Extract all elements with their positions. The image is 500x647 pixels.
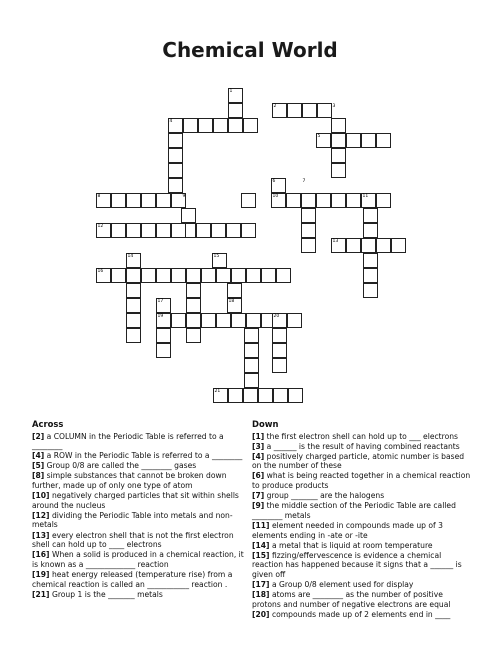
clue-number-label: [18] [252,590,270,600]
across-clue [32,451,246,461]
clue-number-label: [20] [252,609,270,619]
crossword-cell[interactable] [331,163,346,178]
crossword-cell[interactable] [272,328,287,343]
crossword-cell[interactable] [216,268,231,283]
crossword-cell[interactable] [261,268,276,283]
crossword-cell[interactable] [286,193,301,208]
clue-text: a metal that is liquid at room temperature [271,540,433,550]
clue-text: compounds made up of 2 elements end in ____ [271,609,451,619]
down-clue [252,471,474,490]
crossword-cell[interactable] [141,268,156,283]
clue-text: a ROW in the Periodic Table is referred to a ________ [46,451,243,461]
across-clue [32,471,246,490]
clue-number-label: [21] [32,589,50,599]
clue-number-label: [3] [252,441,265,451]
crossword-cell[interactable] [241,193,256,208]
clue-number-label: [6] [252,471,265,481]
clue-number-label: [2] [32,431,45,441]
clue-number: 11 [362,194,369,199]
crossword-cell[interactable] [301,238,316,253]
clue-number: 12 [97,224,104,229]
crossword-cell[interactable] [331,133,346,148]
clue-number: 16 [97,269,104,274]
clue-number-label: [17] [252,580,270,589]
crossword-cell[interactable] [126,193,141,208]
crossword-cell[interactable] [361,133,376,148]
clue-number-label: [12] [32,510,50,520]
crossword-cell[interactable] [111,193,126,208]
crossword-cell[interactable] [243,118,258,133]
across-clue [32,570,246,589]
crossword-cell[interactable] [363,268,378,283]
clue-number-label: [8] [32,471,45,481]
clue-number: 1 [229,89,233,94]
clue-number: 9 [182,194,186,199]
crossword-cell[interactable] [141,223,156,238]
across-clue [32,590,246,600]
clue-number-label: [15] [252,550,270,560]
clue-text: When a solid is produced in a chemical reaction, it is known as a _____________ reaction [32,550,244,569]
clue-number: 3 [332,104,336,109]
crossword-cell[interactable] [363,223,378,238]
crossword-cell[interactable] [126,298,141,313]
crossword-cell[interactable] [211,223,226,238]
crossword-cell[interactable] [201,268,216,283]
across-clue [32,491,246,510]
clue-text: every electron shell that is not the first electron shell can hold up to ____ electrons [32,530,234,550]
crossword-cell[interactable] [168,163,183,178]
crossword-cell[interactable] [126,268,141,283]
crossword-cell[interactable] [168,148,183,163]
crossword-cell[interactable] [301,193,316,208]
crossword-cell[interactable] [272,343,287,358]
down-clue [252,590,474,609]
clue-number-label: [11] [252,520,270,530]
crossword-cell[interactable] [156,193,171,208]
crossword-cell[interactable] [168,178,183,193]
clue-number-label: [9] [252,501,265,511]
clue-text: element needed in compounds made up of 3 elements ending in -ate or -ite [252,520,443,540]
clue-text: a Group 0/8 element used for display [271,580,414,589]
crossword-cell[interactable] [228,118,243,133]
crossword-cell[interactable] [376,133,391,148]
across-clues [32,420,246,600]
clue-number-label: [14] [252,540,270,550]
crossword-cell[interactable] [391,238,406,253]
clue-text: positively charged particle, atomic number is based on the number of these [252,451,465,471]
crossword-cell[interactable] [156,223,171,238]
crossword-cell[interactable] [216,313,231,328]
crossword-cell[interactable] [171,268,186,283]
clue-number-label: [7] [252,491,265,501]
crossword-cell[interactable] [316,193,331,208]
clue-number-label: [19] [32,569,50,579]
clue-number-label: [10] [32,491,50,501]
crossword-cell[interactable] [226,223,241,238]
crossword-cell[interactable] [231,268,246,283]
clue-number-label: [13] [32,530,50,540]
crossword-cell[interactable] [126,328,141,343]
clue-number-label: [16] [32,550,50,560]
crossword-cell[interactable] [228,388,243,403]
crossword-cell[interactable] [141,193,156,208]
crossword-cell[interactable] [198,118,213,133]
clue-number: 14 [127,254,134,259]
clue-text: group _______ are the halogens [266,491,385,501]
across-clue [32,550,246,569]
crossword-cell[interactable] [244,328,259,343]
down-clue [252,551,474,580]
crossword-cell[interactable] [288,388,303,403]
clue-text: heat energy released (temperature rise) from a chemical reaction is called an ___________ reaction . [32,569,233,589]
across-clue-list [32,432,246,600]
crossword-cell[interactable] [276,268,291,283]
clue-number: 8 [97,194,101,199]
across-heading: Across [32,419,64,429]
clue-text: Group 0/8 are called the ________ gases [46,461,197,471]
clue-text: simple substances that cannot be broken down further, made up of only one type of atom [32,471,227,491]
crossword-cell[interactable] [156,268,171,283]
clue-number-label: [4] [252,451,265,461]
crossword-cell[interactable] [244,343,259,358]
clue-text: a ______ is the result of having combined reactants [266,441,460,451]
clue-text: fizzing/effervescence is evidence a chemical reaction has happened because it signs that a ______ is given off [252,550,462,579]
crossword-cell[interactable] [186,283,201,298]
clue-number: 2 [273,104,277,109]
crossword-cell[interactable] [272,358,287,373]
clue-text: a COLUMN in the Periodic Table is referred to a ________ [32,431,224,451]
across-clue [32,531,246,550]
down-clue-list [252,432,474,620]
crossword-cell[interactable] [186,328,201,343]
crossword-cell[interactable] [228,103,243,118]
crossword-cell[interactable] [244,373,259,388]
down-clues [252,420,474,620]
crossword-cell[interactable] [171,223,186,238]
crossword-cell[interactable] [363,283,378,298]
clue-text: the first electron shell can hold up to ___ electrons [266,431,459,441]
crossword-cell[interactable] [331,193,346,208]
down-clue [252,491,474,501]
crossword-cell[interactable] [346,133,361,148]
crossword-cell[interactable] [287,103,302,118]
clue-text: dividing the Periodic Table into metals and non-metals [32,510,233,530]
clue-number: 10 [272,194,279,199]
crossword-cell[interactable] [227,283,242,298]
down-clue [252,442,474,452]
crossword-cell[interactable] [196,223,211,238]
crossword-cell[interactable] [201,313,216,328]
crossword-cell[interactable] [186,313,201,328]
crossword-cell[interactable] [156,328,171,343]
crossword-cell[interactable] [363,208,378,223]
puzzle-title: Chemical World [162,38,338,62]
clue-number-label: [1] [252,431,265,441]
clue-number: 21 [214,389,221,394]
down-clue [252,580,474,590]
crossword-cell[interactable] [186,298,201,313]
clue-number: 20 [273,314,280,319]
clue-number: 15 [213,254,220,259]
crossword-cell[interactable] [111,223,126,238]
crossword-cell[interactable] [168,133,183,148]
clue-number: 4 [169,119,173,124]
clue-text: what is being reacted together in a chemical reaction to produce products [252,471,471,491]
crossword-cell[interactable] [301,208,316,223]
crossword-cell[interactable] [273,388,288,403]
clue-text: the middle section of the Periodic Table are called ________ metals [252,501,456,520]
crossword-cell[interactable] [111,268,126,283]
crossword-cell[interactable] [287,313,302,328]
clue-number: 17 [157,299,164,304]
crossword-cell[interactable] [331,148,346,163]
crossword-cell[interactable] [376,238,391,253]
clue-number: 13 [332,239,339,244]
crossword-cell[interactable] [244,358,259,373]
down-clue [252,452,474,471]
down-clue [252,541,474,551]
crossword-cell[interactable] [346,238,361,253]
crossword-cell[interactable] [181,208,196,223]
crossword-cell[interactable] [301,223,316,238]
down-clue [252,501,474,520]
crossword-cell[interactable] [156,343,171,358]
down-clue [252,432,474,442]
crossword-cell[interactable] [231,313,246,328]
crossword-cell[interactable] [126,223,141,238]
crossword-cell[interactable] [376,193,391,208]
crossword-cell[interactable] [243,388,258,403]
down-heading: Down [252,419,279,429]
crossword-cell[interactable] [363,253,378,268]
clue-number: 7 [302,179,306,184]
across-clue [32,461,246,471]
crossword-cell[interactable] [331,118,346,133]
crossword-cell[interactable] [346,193,361,208]
clue-number-label: [4] [32,451,45,461]
clue-number: 5 [317,134,321,139]
clue-text: atoms are ________ as the number of positive protons and number of negative electrons are equal [252,590,451,609]
crossword-cell[interactable] [213,118,228,133]
across-clue [32,511,246,530]
crossword-cell[interactable] [126,313,141,328]
crossword-cell[interactable] [183,118,198,133]
clue-text: Group 1 is the _______ metals [51,589,163,599]
crossword-cell[interactable] [246,268,261,283]
clue-number: 6 [272,179,276,184]
clue-text: negatively charged particles that sit within shells around the nucleus [32,491,239,510]
crossword-cell[interactable] [126,283,141,298]
across-clue [32,432,246,451]
clue-number-label: [5] [32,461,45,471]
crossword-cell[interactable] [258,388,273,403]
crossword-cell[interactable] [171,313,186,328]
clue-number: 19 [157,314,164,319]
crossword-cell[interactable] [246,313,261,328]
crossword-cell[interactable] [302,103,317,118]
crossword-cell[interactable] [361,238,376,253]
clue-number: 18 [228,299,235,304]
down-clue [252,610,474,620]
down-clue [252,521,474,540]
crossword-cell[interactable] [241,223,256,238]
crossword-cell[interactable] [317,103,332,118]
crossword-cell[interactable] [186,268,201,283]
